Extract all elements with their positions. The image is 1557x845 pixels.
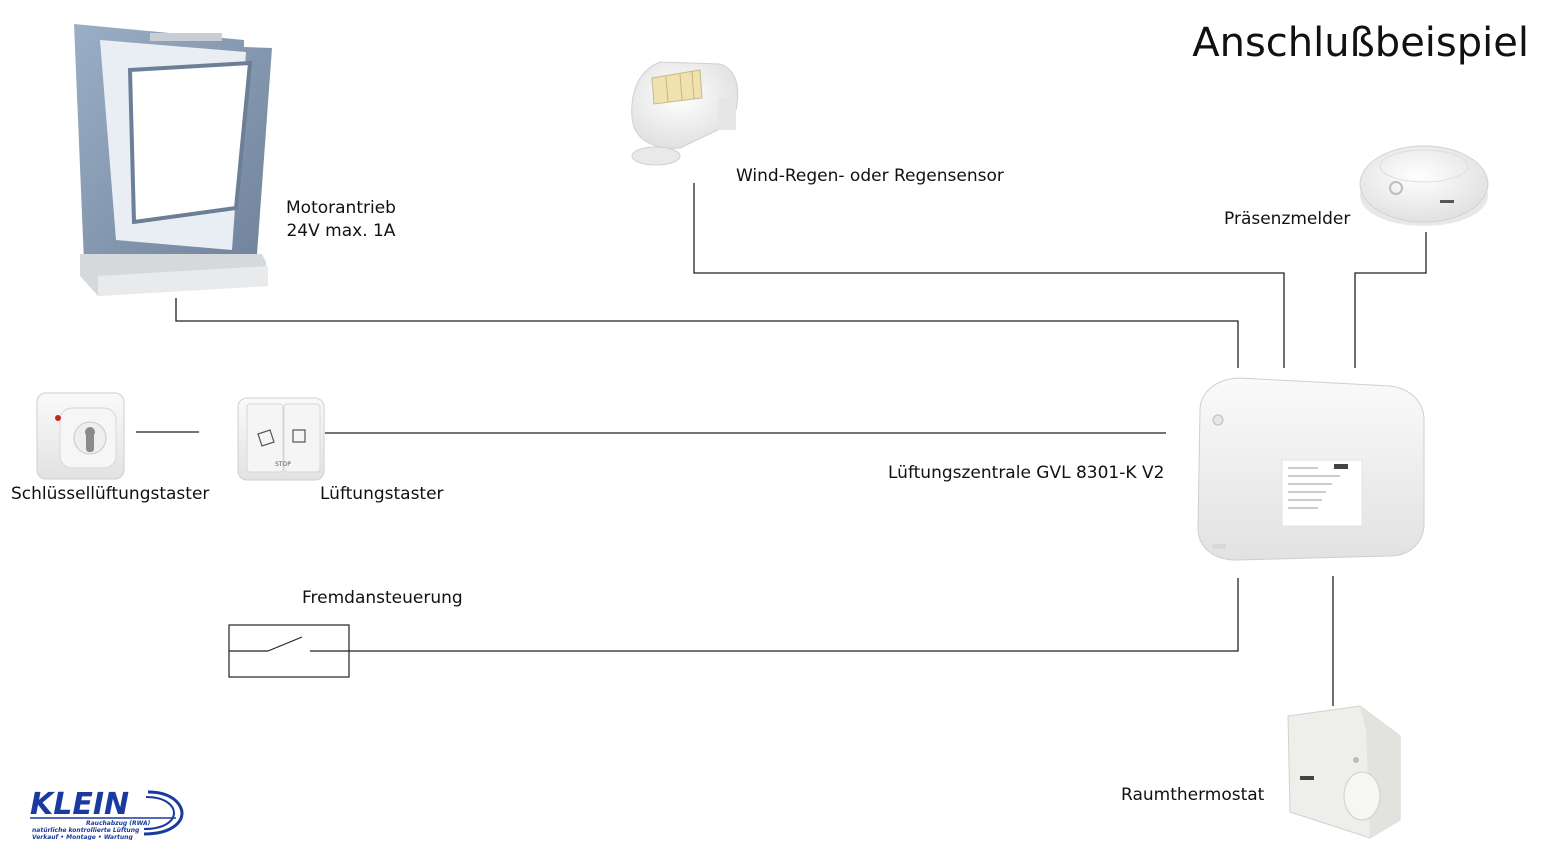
motor-label-line1: Motorantrieb xyxy=(286,198,396,218)
controller-label: Lüftungszentrale GVL 8301-K V2 xyxy=(888,463,1165,483)
wire-external-control xyxy=(349,578,1238,651)
presence-label: Präsenzmelder xyxy=(1224,209,1351,229)
vent-switch-label: Lüftungstaster xyxy=(320,484,444,504)
motor-label xyxy=(286,198,396,241)
diagram-title: Anschlußbeispiel xyxy=(1192,20,1529,66)
wire-presence xyxy=(1355,232,1426,368)
ventilation-switch-image xyxy=(238,398,324,480)
thermostat-image xyxy=(1288,706,1400,838)
controller-image xyxy=(1198,378,1424,560)
klein-logo xyxy=(26,786,186,845)
stop-mark: STOP xyxy=(275,461,291,468)
wind-rain-sensor-image xyxy=(632,62,738,165)
key-switch-label: Schlüssellüftungstaster xyxy=(11,484,210,504)
klein-logo-mark xyxy=(26,786,186,840)
external-control-label: Fremdansteuerung xyxy=(302,588,463,608)
presence-detector-image xyxy=(1360,146,1488,226)
logo-line2: natürliche kontrollierte Lüftung xyxy=(32,827,140,834)
logo-line1: Rauchabzug (RWA) xyxy=(86,820,151,827)
wind-sensor-label: Wind-Regen- oder Regensensor xyxy=(736,166,1004,186)
window-motor-image xyxy=(74,24,272,296)
key-switch-image xyxy=(37,393,124,479)
thermostat-label: Raumthermostat xyxy=(1121,785,1265,805)
logo-name: KLEIN xyxy=(30,787,130,822)
wire-motor xyxy=(176,298,1238,368)
motor-label-line2: 24V max. 1A xyxy=(286,221,396,241)
wire-wind-sensor xyxy=(694,183,1284,368)
logo-line3: Verkauf • Montage • Wartung xyxy=(32,834,133,840)
external-control-symbol xyxy=(229,625,349,677)
